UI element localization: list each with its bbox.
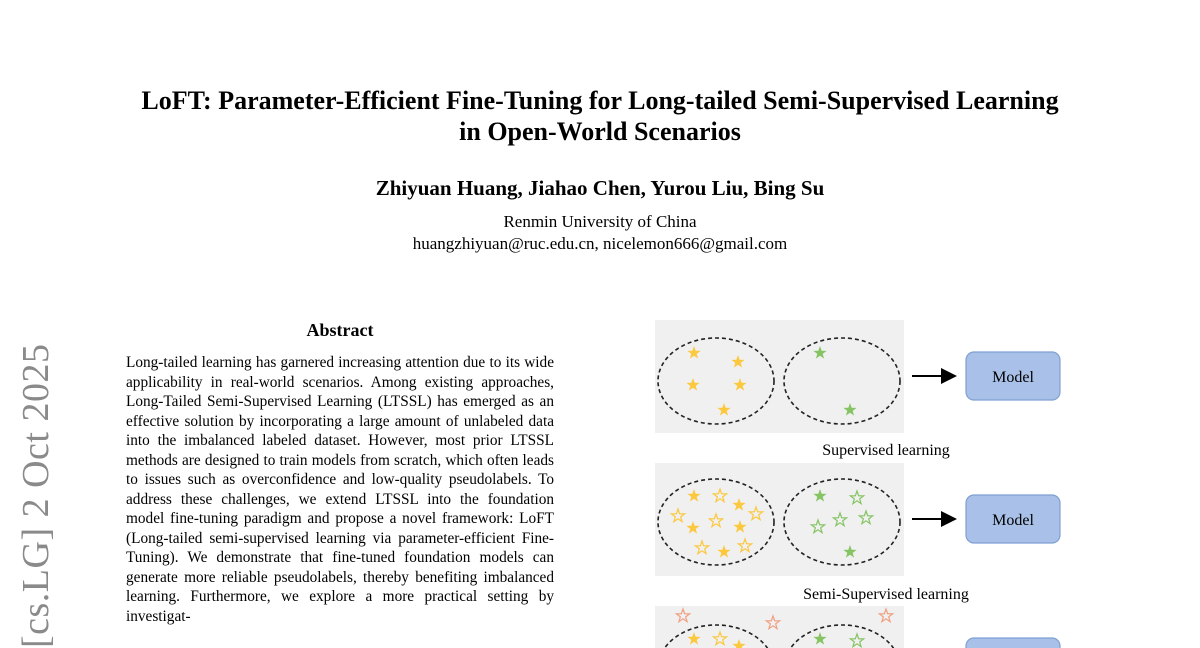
arxiv-stamp: [cs.LG] 2 Oct 2025 [15, 343, 57, 648]
caption-supervised: Supervised learning [822, 442, 950, 459]
model-label: Model [992, 512, 1034, 529]
model-label: Model [992, 369, 1034, 386]
caption-semi-supervised: Semi-Supervised learning [803, 586, 969, 603]
affiliation: Renmin University of China [503, 212, 697, 231]
panel-semi-supervised [655, 463, 1060, 603]
model-box [966, 638, 1060, 648]
title-line-1: LoFT: Parameter-Efficient Fine-Tuning for Long-tailed Semi-Supervised Learning [141, 86, 1059, 115]
title-line-2: in Open-World Scenarios [459, 117, 741, 146]
email-line: huangzhiyuan@ruc.edu.cn, nicelemon666@gmail.com [412, 234, 788, 253]
panel-background [655, 320, 904, 433]
abstract-body: Long-tailed learning has garnered increasing attention due to its wide applicability in real-world scenarios. Among existing approaches, Long-Tailed Semi-Supervised Learning (LTSSL) has emerged as an effective solution by incorporating a large amount of unlabeled data into the imbalanced labeled dataset. However, most prior LTSSL methods are designed to train models from scratch, which often leads to issues such as overconfidence and low-quality pseudolabels. To address these challenges, we extend LTSSL into the foundation model fine-tuning paradigm and propose a novel framework: LoFT (Long-tailed semi-supervised learning via parameter-efficient Fine-Tuning). We demonstrate that fine-tuned foundation models can generate more reliable pseudolabels, thereby benefiting imbalanced learning. Furthermore, we explore a more practical setting by investigat- [126, 354, 554, 625]
panel-background [655, 463, 904, 576]
panel-open-world [655, 606, 1060, 648]
author-list: Zhiyuan Huang, Jiahao Chen, Yurou Liu, Bing Su [375, 176, 825, 200]
abstract-heading: Abstract [306, 320, 374, 340]
panel-supervised [655, 320, 1060, 459]
